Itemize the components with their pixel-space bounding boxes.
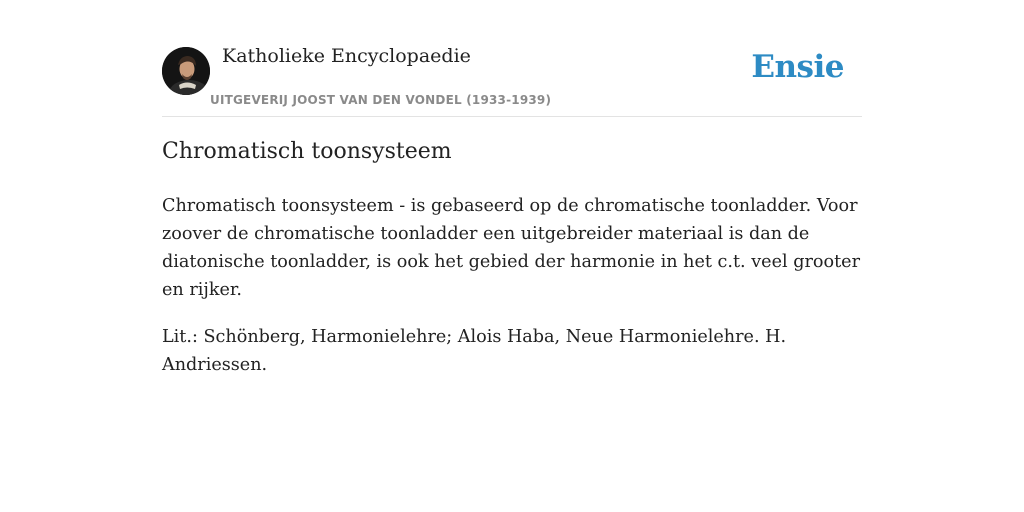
page-header — [162, 38, 862, 117]
publication-title[interactable]: Katholieke Encyclopaedie — [222, 45, 471, 67]
ensie-logo[interactable]: Ensie — [751, 49, 844, 85]
article-title: Chromatisch toonsysteem — [162, 139, 452, 164]
publisher-line: UITGEVERIJ JOOST VAN DEN VONDEL (1933-1939) — [210, 93, 552, 107]
article-body — [162, 192, 862, 398]
portrait-icon[interactable] — [162, 47, 210, 95]
literature-reference: Lit.: Schönberg, Harmonielehre; Alois Haba, Neue Harmonielehre. H. Andriessen. — [162, 327, 787, 375]
article-paragraph: Chromatisch toonsysteem - is gebaseerd op de chromatische toonladder. Voor zoover de chromatische toonladder een uitgebreider materiaal is dan de diatonische toonladder, is ook het gebied der harmonie in het c.t. veel grooter en rijker. — [162, 196, 860, 300]
